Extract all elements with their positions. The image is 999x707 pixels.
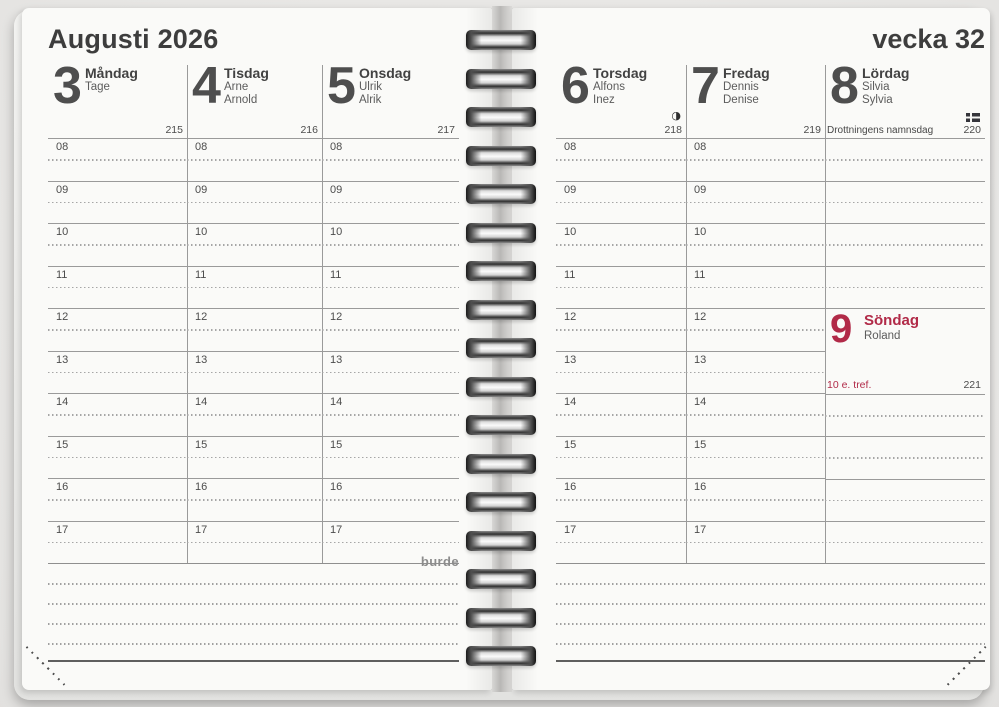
day-number: 6 xyxy=(561,57,590,115)
day-labels xyxy=(723,65,770,107)
half-hour-line-dotted xyxy=(825,457,985,459)
sunday-number: 9 xyxy=(830,307,853,351)
hour-label: 15 xyxy=(330,438,343,451)
hour-line-solid xyxy=(825,223,985,224)
left-page xyxy=(22,8,492,690)
hour-label: 09 xyxy=(694,183,707,196)
half-hour-line-dotted xyxy=(556,372,686,374)
hour-line-solid xyxy=(187,266,322,267)
hour-label: 10 xyxy=(56,226,69,238)
half-hour-line-dotted xyxy=(322,287,459,289)
nameday: Dennis xyxy=(723,81,759,93)
notes-ruled-line xyxy=(556,643,985,645)
hour-line-solid xyxy=(187,478,322,479)
half-hour-line-dotted xyxy=(322,457,459,459)
hour-line-solid xyxy=(825,266,985,267)
hour-line-solid xyxy=(686,181,825,182)
nameday: Alrik xyxy=(359,94,382,106)
half-hour-line-dotted xyxy=(48,414,187,416)
hour-label: 15 xyxy=(694,438,707,451)
day-column-onsdag xyxy=(322,57,459,563)
hour-label: 16 xyxy=(694,481,707,493)
hour-line-solid xyxy=(686,138,825,139)
day-labels xyxy=(862,65,909,107)
half-hour-line-dotted xyxy=(556,499,686,501)
hour-label: 10 xyxy=(195,226,208,238)
half-hour-line-dotted xyxy=(322,159,459,161)
half-hour-line-dotted xyxy=(825,500,985,502)
hour-line-solid xyxy=(322,308,459,309)
half-hour-line-dotted xyxy=(556,202,686,204)
hour-line-solid xyxy=(322,223,459,224)
half-hour-line-dotted xyxy=(48,457,187,459)
half-hour-line-dotted xyxy=(187,457,322,459)
hour-line-solid xyxy=(825,521,985,522)
hour-line-solid xyxy=(322,351,459,352)
hour-label: 17 xyxy=(694,523,707,536)
notes-ruled-line xyxy=(48,643,459,645)
hour-label: 14 xyxy=(694,396,707,408)
notes-ruled-line xyxy=(556,583,985,585)
hour-label: 12 xyxy=(330,311,343,323)
hour-label: 13 xyxy=(195,353,208,366)
hour-label: 16 xyxy=(195,481,208,493)
hour-line-solid xyxy=(686,436,825,437)
hour-line-solid xyxy=(556,308,686,309)
hour-line-solid xyxy=(48,436,187,437)
nameday: Silvia xyxy=(862,81,890,93)
hour-line-solid xyxy=(187,393,322,394)
nameday: Arne xyxy=(224,81,249,93)
notes-bottom-line xyxy=(48,660,459,662)
hour-line-solid xyxy=(686,521,825,522)
hour-line-solid xyxy=(322,521,459,522)
hour-line-solid xyxy=(556,266,686,267)
nameday: Alfons xyxy=(593,81,625,93)
hour-line-solid xyxy=(686,393,825,394)
day-column-torsdag xyxy=(556,57,686,563)
page-title: Augusti 2026 xyxy=(48,24,219,54)
notes-bottom-line xyxy=(556,660,985,662)
day-number: 5 xyxy=(327,57,356,115)
half-hour-line-dotted xyxy=(556,159,686,161)
notes-ruled-line xyxy=(556,603,985,605)
half-hour-line-dotted xyxy=(322,542,459,544)
hour-label: 16 xyxy=(330,481,343,493)
hour-label: 08 xyxy=(56,141,69,153)
weekday-name: Fredag xyxy=(723,65,770,81)
half-hour-line-dotted xyxy=(322,372,459,374)
half-hour-line-dotted xyxy=(48,287,187,289)
hour-label: 17 xyxy=(195,523,208,536)
hour-line-solid xyxy=(556,181,686,182)
hour-label: 08 xyxy=(694,141,707,153)
hour-label: 11 xyxy=(694,268,706,281)
hour-label: 08 xyxy=(564,141,577,153)
hour-line-solid xyxy=(322,478,459,479)
hour-line-solid xyxy=(556,478,686,479)
hour-line-solid xyxy=(187,351,322,352)
hour-line-solid xyxy=(322,266,459,267)
hour-line-solid xyxy=(556,351,686,352)
half-hour-line-dotted xyxy=(187,414,322,416)
hour-label: 12 xyxy=(694,311,707,323)
hour-line-solid xyxy=(686,223,825,224)
half-hour-line-dotted xyxy=(686,414,825,416)
half-hour-line-dotted xyxy=(686,287,825,289)
hour-line-solid xyxy=(556,521,686,522)
hour-line-solid xyxy=(187,181,322,182)
hour-label: 13 xyxy=(694,353,707,366)
hour-line-solid xyxy=(187,138,322,139)
hour-line-solid xyxy=(322,181,459,182)
hour-label: 17 xyxy=(56,523,69,536)
day-of-year: 217 xyxy=(437,124,455,136)
hour-line-solid xyxy=(322,393,459,394)
hour-label: 16 xyxy=(564,481,577,493)
nameday: Arnold xyxy=(224,94,258,106)
half-hour-line-dotted xyxy=(556,457,686,459)
half-hour-line-dotted xyxy=(825,202,985,204)
right-page xyxy=(512,8,990,690)
hour-label: 09 xyxy=(195,183,208,196)
hour-line-solid xyxy=(187,308,322,309)
day-column-fredag xyxy=(686,57,825,563)
hour-label: 11 xyxy=(330,268,342,281)
sunday-weekday-name: Söndag xyxy=(864,312,919,329)
binding-gap xyxy=(492,6,512,692)
hour-label: 14 xyxy=(195,396,208,408)
nameday: Ulrik xyxy=(359,81,382,93)
day-column-tisdag xyxy=(187,57,322,563)
half-hour-line-dotted xyxy=(48,372,187,374)
sunday-nameday: Roland xyxy=(864,330,901,342)
right-week-grid xyxy=(556,57,985,563)
half-hour-line-dotted xyxy=(187,287,322,289)
grid-bottom-line xyxy=(48,563,459,564)
day-number: 4 xyxy=(192,57,221,115)
hour-line-solid xyxy=(48,393,187,394)
hour-label: 08 xyxy=(330,141,343,153)
hour-line-solid xyxy=(556,138,686,139)
hour-line-solid xyxy=(686,351,825,352)
swedish-flag-icon xyxy=(966,113,980,122)
hour-label: 08 xyxy=(195,141,208,153)
day-of-year: 216 xyxy=(300,124,318,136)
half-hour-line-dotted xyxy=(556,244,686,246)
day-column-lördag xyxy=(825,57,985,563)
corner-perforation-dots xyxy=(947,646,987,686)
day-number: 3 xyxy=(53,57,82,115)
hour-label: 17 xyxy=(564,523,577,536)
sunday-section xyxy=(825,308,985,394)
day-of-year: 219 xyxy=(803,124,821,136)
half-hour-line-dotted xyxy=(322,499,459,501)
half-hour-line-dotted xyxy=(322,414,459,416)
hour-line-solid xyxy=(686,308,825,309)
half-hour-line-dotted xyxy=(556,414,686,416)
hour-label: 11 xyxy=(56,268,68,281)
hour-line-solid xyxy=(825,436,985,437)
hour-line-solid xyxy=(825,181,985,182)
hour-line-solid xyxy=(322,138,459,139)
day-of-year: 215 xyxy=(165,124,183,136)
hour-label: 15 xyxy=(564,438,577,451)
half-hour-line-dotted xyxy=(686,372,825,374)
hour-label: 15 xyxy=(195,438,208,451)
nameday: Denise xyxy=(723,94,759,106)
half-hour-line-dotted xyxy=(686,159,825,161)
hour-label: 10 xyxy=(694,226,707,238)
half-hour-line-dotted xyxy=(322,244,459,246)
day-of-year: 218 xyxy=(664,124,682,136)
nameday: Sylvia xyxy=(862,94,893,106)
half-hour-line-dotted xyxy=(48,499,187,501)
hour-line-solid xyxy=(48,308,187,309)
hour-line-solid xyxy=(556,436,686,437)
hour-label: 09 xyxy=(330,183,343,196)
hour-line-solid xyxy=(322,436,459,437)
moon-phase-icon: ◑ xyxy=(671,109,681,122)
hour-label: 12 xyxy=(56,311,69,323)
notes-ruled-line xyxy=(48,603,459,605)
weekday-name: Torsdag xyxy=(593,65,648,81)
half-hour-line-dotted xyxy=(187,159,322,161)
hour-line-solid xyxy=(48,521,187,522)
hour-line-solid xyxy=(686,478,825,479)
half-hour-line-dotted xyxy=(187,542,322,544)
half-hour-line-dotted xyxy=(825,159,985,161)
hour-line-solid xyxy=(825,394,985,395)
half-hour-line-dotted xyxy=(48,202,187,204)
hour-label: 16 xyxy=(56,481,69,493)
half-hour-line-dotted xyxy=(686,542,825,544)
hour-label: 13 xyxy=(564,353,577,366)
day-number: 8 xyxy=(830,57,859,115)
half-hour-line-dotted xyxy=(825,542,985,544)
hour-label: 10 xyxy=(564,226,577,238)
half-hour-line-dotted xyxy=(48,329,187,331)
half-hour-line-dotted xyxy=(48,542,187,544)
half-hour-line-dotted xyxy=(48,159,187,161)
half-hour-line-dotted xyxy=(187,244,322,246)
half-hour-line-dotted xyxy=(556,287,686,289)
brand-logo: burde xyxy=(420,554,459,569)
weekday-name: Lördag xyxy=(862,65,910,81)
weekday-name: Onsdag xyxy=(359,65,412,81)
half-hour-line-dotted xyxy=(825,415,985,417)
hour-line-solid xyxy=(187,521,322,522)
half-hour-line-dotted xyxy=(686,457,825,459)
nameday: Tage xyxy=(85,81,110,93)
day-of-year: 220 xyxy=(963,124,981,136)
day-labels xyxy=(359,65,411,107)
hour-line-solid xyxy=(187,436,322,437)
half-hour-line-dotted xyxy=(187,499,322,501)
hour-line-solid xyxy=(825,138,985,139)
hour-label: 12 xyxy=(195,311,208,323)
church-week-label: 10 e. tref. xyxy=(827,379,872,391)
half-hour-line-dotted xyxy=(686,202,825,204)
hour-label: 14 xyxy=(564,396,577,408)
hour-line-solid xyxy=(48,138,187,139)
half-hour-line-dotted xyxy=(187,329,322,331)
sunday-day-of-year: 221 xyxy=(963,379,981,391)
hour-label: 14 xyxy=(330,396,343,408)
half-hour-line-dotted xyxy=(825,244,985,246)
hour-line-solid xyxy=(48,181,187,182)
hour-line-solid xyxy=(48,478,187,479)
half-hour-line-dotted xyxy=(556,542,686,544)
hour-label: 09 xyxy=(564,183,577,196)
notes-ruled-line xyxy=(556,623,985,625)
day-number: 7 xyxy=(691,57,720,115)
hour-line-solid xyxy=(556,223,686,224)
half-hour-line-dotted xyxy=(322,202,459,204)
flag-day-label: Drottningens namnsdag xyxy=(827,125,934,136)
day-labels xyxy=(593,65,647,107)
hour-line-solid xyxy=(825,479,985,480)
half-hour-line-dotted xyxy=(322,329,459,331)
notes-ruled-line xyxy=(48,583,459,585)
day-labels xyxy=(85,65,138,94)
hour-label: 12 xyxy=(564,311,577,323)
half-hour-line-dotted xyxy=(48,244,187,246)
hour-line-solid xyxy=(48,266,187,267)
corner-perforation-dots xyxy=(26,646,66,686)
hour-line-solid xyxy=(556,393,686,394)
notes-ruled-line xyxy=(48,623,459,625)
day-labels xyxy=(224,65,269,107)
grid-bottom-line xyxy=(556,563,985,564)
week-label: vecka 32 xyxy=(872,24,985,54)
half-hour-line-dotted xyxy=(825,287,985,289)
half-hour-line-dotted xyxy=(187,202,322,204)
hour-label: 10 xyxy=(330,226,343,238)
left-week-grid xyxy=(48,57,459,563)
hour-line-solid xyxy=(48,351,187,352)
hour-label: 14 xyxy=(56,396,69,408)
day-column-måndag xyxy=(48,57,187,563)
half-hour-line-dotted xyxy=(686,329,825,331)
hour-line-solid xyxy=(187,223,322,224)
half-hour-line-dotted xyxy=(187,372,322,374)
half-hour-line-dotted xyxy=(686,499,825,501)
half-hour-line-dotted xyxy=(556,329,686,331)
hour-label: 13 xyxy=(56,353,69,366)
weekday-name: Tisdag xyxy=(224,65,269,81)
hour-label: 13 xyxy=(330,353,343,366)
hour-label: 17 xyxy=(330,523,343,536)
nameday: Inez xyxy=(593,94,615,106)
hour-label: 15 xyxy=(56,438,69,451)
weekday-name: Måndag xyxy=(85,65,138,81)
hour-line-solid xyxy=(686,266,825,267)
half-hour-line-dotted xyxy=(686,244,825,246)
hour-label: 11 xyxy=(195,268,207,281)
hour-label: 09 xyxy=(56,183,69,196)
hour-line-solid xyxy=(48,223,187,224)
hour-label: 11 xyxy=(564,268,576,281)
